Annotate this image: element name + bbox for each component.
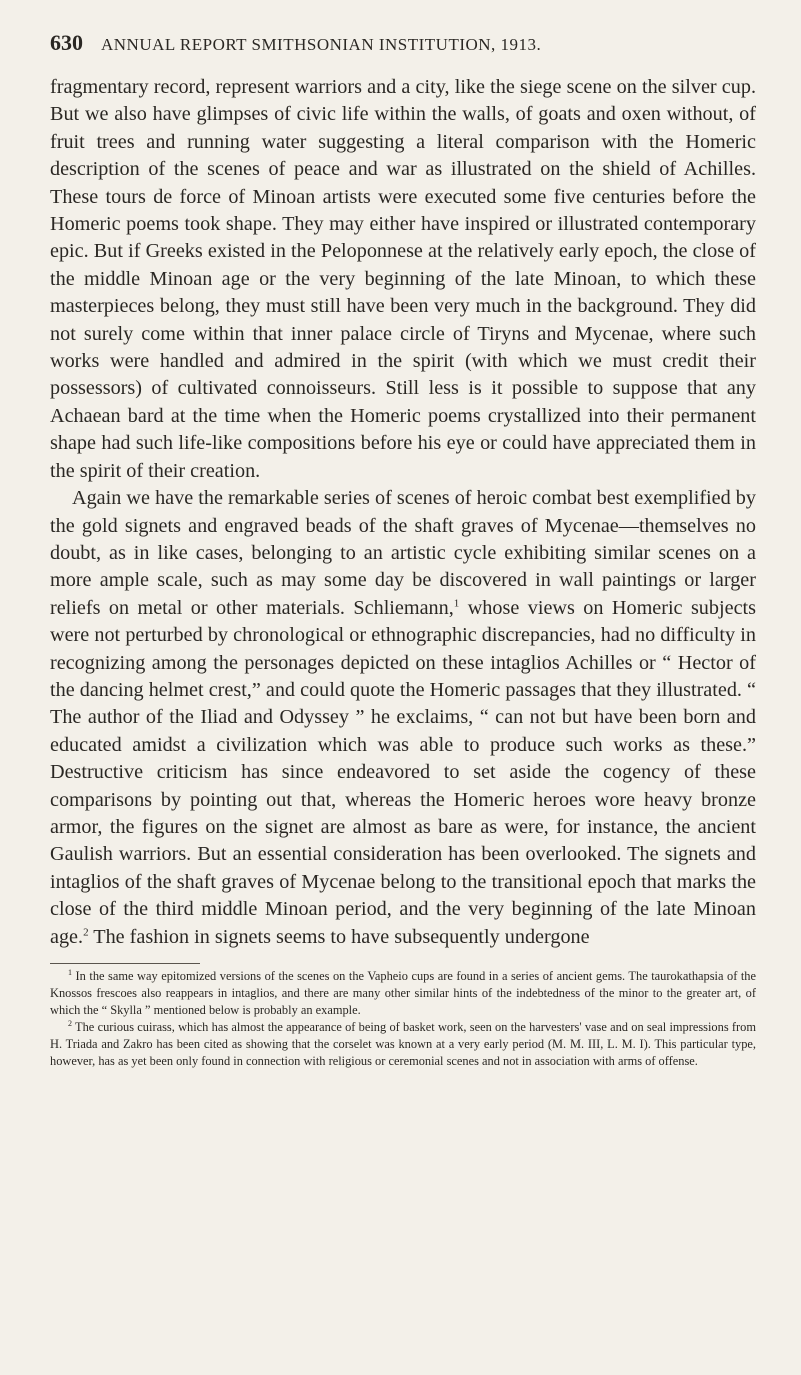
footnote-2: [50, 1019, 756, 1070]
footnote-rule: [50, 963, 200, 964]
paragraph-2-text-a: Again we have the remarkable series of scenes of heroic combat best exemplified by the gold signets and engraved beads of the shaft graves of Mycenae—themselves no doubt, as in like cases, belonging to an artistic cycle exhibiting similar scenes on a more ample scale, such as may some day be discovered in wall paintings or larger reliefs on metal or other materials. Schliemann,: [50, 487, 756, 619]
paragraph-2-text-c: The fashion in signets seems to have subsequently undergone: [88, 925, 590, 948]
footnotes: [50, 968, 756, 1070]
footnote-2-marker: 2: [68, 1018, 72, 1028]
footnote-ref-1[interactable]: 1: [453, 596, 460, 609]
footnote-1-text: In the same way epitomized versions of the scenes on the Vapheio cups are found in a series of ancient gems. The taurokathapsia of the Knossos frescoes also reappears in intaglios, and there are many other similar hints of the indebtedness of the minor to the greater art, of which the “ Skylla ” mentioned below is probably an example.: [50, 969, 756, 1017]
book-page: [50, 30, 756, 1070]
paragraph-2: [50, 485, 756, 951]
running-title: ANNUAL REPORT SMITHSONIAN INSTITUTION, 1913.: [101, 35, 542, 54]
paragraph-1: [50, 74, 756, 485]
paragraph-2-text-b: whose views on Homeric subjects were not perturbed by chronological or ethnographic discrepancies, had no difficulty in recognizing among the personages depicted on these intaglios Achilles or “ Hector of the dancing helmet crest,” and could quote the Homeric passages that they illustrated. “ The author of the Iliad and Odyssey ” he exclaims, “ can not but have been born and educated amidst a civilization which was able to produce such works as these.” Destructive criticism has since endeavored to set aside the cogency of these comparisons by pointing out that, whereas the Homeric heroes wore heavy bronze armor, the figures on the signet are almost as bare as were, for instance, the ancient Gaulish warriors. But an essential consideration has been overlooked. The signets and intaglios of the shaft graves of Mycenae belong to the transitional epoch that marks the close of the third middle Minoan period, and the very beginning of the late Minoan age.: [50, 596, 756, 948]
paragraph-1-text: fragmentary record, represent warriors and a city, like the siege scene on the silver cup. But we also have glimpses of civic life within the walls, of goats and oxen without, of fruit trees and running water suggesting a literal comparison with the Homeric description of the scenes of peace and war as illustrated on the shield of Achilles. These tours de force of Minoan artists were executed some five centuries before the Homeric poems took shape. They may either have inspired or illustrated contemporary epic. But if Greeks existed in the Peloponnese at the relatively early epoch, the close of the middle Minoan age or the very beginning of the late Minoan, to which these masterpieces belong, they must still have been very much in the background. They did not surely come within that inner palace circle of Tiryns and Mycenae, where such works were handled and admired in the spirit (with which we must credit their possessors) of cultivated connoisseurs. Still less is it possible to suppose that any Achaean bard at the time when the Homeric poems crystallized into their permanent shape had such life-like compositions before his eye or could have appreciated them in the spirit of their creation.: [50, 76, 756, 482]
running-head: [50, 30, 756, 66]
footnote-2-text: The curious cuirass, which has almost the appearance of being of basket work, seen on the harvesters' vase and on seal impressions from H. Triada and Zakro has been cited as showing that the corselet was known at a very early period (M. M. III, L. M. I). This particular type, however, has as yet been only found in connection with religious or ceremonial scenes and not in association with arms of offense.: [50, 1020, 756, 1068]
footnote-ref-2[interactable]: 2: [83, 925, 89, 938]
footnote-1: [50, 968, 756, 1019]
footnote-1-marker: 1: [68, 967, 72, 977]
body-text: [50, 74, 756, 951]
page-number: 630: [50, 30, 83, 55]
